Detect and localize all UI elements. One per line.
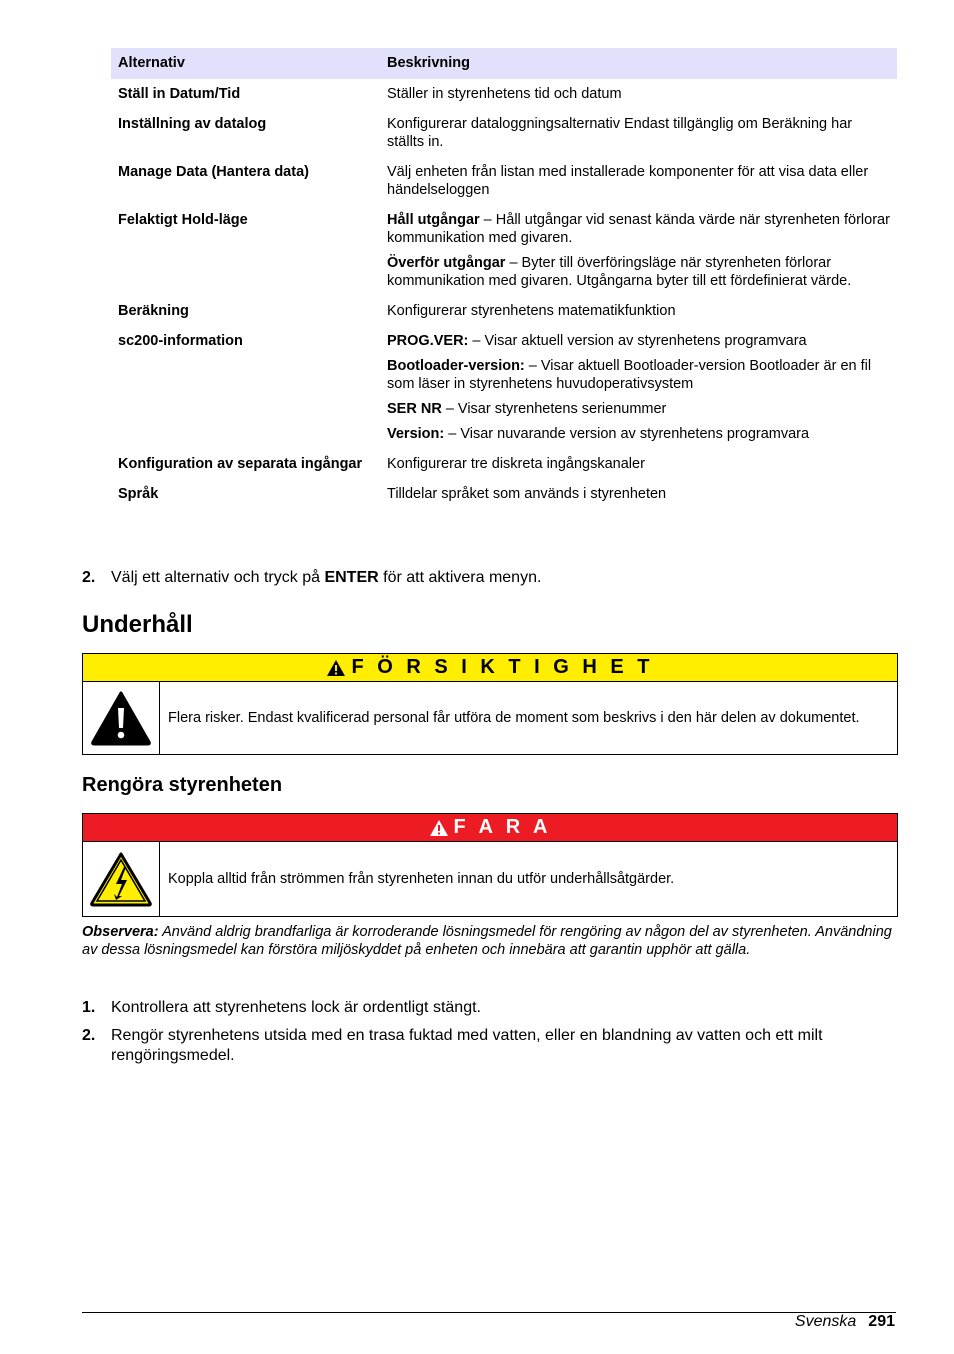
warning-triangle-icon xyxy=(429,819,449,837)
description-lead: Version: xyxy=(387,426,445,442)
option-name: Konfiguration av separata ingångar xyxy=(118,456,363,472)
page-footer xyxy=(795,1312,895,1332)
description-text: Välj enheten från listan med installerade komponenter för att visa data eller händelseloggen xyxy=(387,164,869,198)
description-paragraph xyxy=(387,357,890,393)
description-paragraph xyxy=(387,425,890,443)
table-body xyxy=(111,79,897,509)
description-paragraph xyxy=(387,254,890,290)
description-text: – Visar styrenhetens serienummer xyxy=(441,401,667,417)
header-option: Alternativ xyxy=(111,48,380,79)
option-name: Manage Data (Hantera data) xyxy=(118,164,309,180)
table-row xyxy=(111,79,897,109)
table-row xyxy=(111,157,897,205)
danger-icon-cell xyxy=(83,842,160,916)
caution-box xyxy=(82,653,898,755)
enter-key-label: ENTER xyxy=(324,569,379,586)
note-paragraph xyxy=(82,923,894,959)
table-header-row xyxy=(111,48,897,79)
page-number: 291 xyxy=(868,1313,895,1330)
option-name: Inställning av datalog xyxy=(118,116,267,132)
step-select-option xyxy=(82,568,894,588)
table-row xyxy=(111,449,897,479)
step-text: Rengör styrenhetens utsida med en trasa fuktad med vatten, eller en blandning av vatten och ett milt rengöringsmedel. xyxy=(111,1027,823,1064)
option-description xyxy=(380,79,897,109)
table-row xyxy=(111,326,897,449)
description-text: – Visar aktuell Bootloader-version Bootloader är en fil som läser in styrenhetens huvudoperativsystem xyxy=(387,358,872,392)
section-title: Underhåll xyxy=(82,611,193,638)
table-row xyxy=(111,205,897,296)
note-text: Använd aldrig brandfarliga är korroderande lösningsmedel för rengöring av någon del av styrenheten. Användning av dessa lösningsmedel kan förstöra miljöskyddet på enheten och innebära att garantin upphör att gälla. xyxy=(82,924,892,958)
step-2 xyxy=(82,1026,894,1066)
option-description xyxy=(380,109,897,157)
header-description: Beskrivning xyxy=(380,48,897,79)
description-text: – Visar aktuell version av styrenhetens programvara xyxy=(468,333,807,349)
description-text: Konfigurerar dataloggningsalternativ Endast tillgänglig om Beräkning har ställts in. xyxy=(387,116,853,150)
option-description xyxy=(380,326,897,449)
option-description xyxy=(380,479,897,509)
footer-rule xyxy=(82,1312,896,1313)
electric-shock-icon xyxy=(89,851,153,907)
description-text: Konfigurerar styrenhetens matematikfunktion xyxy=(387,303,676,319)
description-paragraph xyxy=(387,485,890,503)
option-name: Språk xyxy=(118,486,159,502)
caution-message: Flera risker. Endast kvalificerad personal får utföra de moment som beskrivs i den här delen av dokumentet. xyxy=(168,710,860,726)
option-name: Beräkning xyxy=(118,303,189,319)
description-text: – Håll utgångar vid senast kända värde när styrenheten förlorar kommunikation med givaren. xyxy=(387,212,890,246)
option-description xyxy=(380,449,897,479)
warning-triangle-icon xyxy=(326,659,346,677)
description-paragraph xyxy=(387,115,890,151)
description-lead: SER NR xyxy=(387,401,442,417)
step-text xyxy=(111,568,894,588)
description-lead: PROG.VER: xyxy=(387,333,469,349)
step-text-post: för att aktivera menyn. xyxy=(378,569,542,586)
description-text: Ställer in styrenhetens tid och datum xyxy=(387,86,622,102)
exclamation-warning-icon xyxy=(90,690,152,746)
step-text: Kontrollera att styrenhetens lock är ordentligt stängt. xyxy=(111,999,481,1016)
description-lead: Bootloader-version: xyxy=(387,358,525,374)
description-lead: Håll utgångar xyxy=(387,212,480,228)
description-text: Tilldelar språket som används i styrenheten xyxy=(387,486,667,502)
description-paragraph xyxy=(387,400,890,418)
description-paragraph xyxy=(387,211,890,247)
note-lead: Observera: xyxy=(82,924,159,940)
option-name: sc200-information xyxy=(118,333,243,349)
option-description xyxy=(380,205,897,296)
description-paragraph xyxy=(387,163,890,199)
description-text: – Byter till överföringsläge när styrenheten förlorar kommunikation med givaren. Utgångarna byter till ett fördefinierat värde. xyxy=(387,255,852,289)
caution-icon-cell xyxy=(83,682,160,754)
description-text: – Visar nuvarande version av styrenhetens programvara xyxy=(444,426,810,442)
danger-signal-word: F A R A xyxy=(453,816,552,838)
step-1 xyxy=(82,998,894,1018)
options-table xyxy=(111,48,897,509)
description-paragraph xyxy=(387,332,890,350)
option-description xyxy=(380,296,897,326)
table-row xyxy=(111,479,897,509)
danger-message: Koppla alltid från strömmen från styrenheten innan du utför underhållsåtgärder. xyxy=(168,871,675,887)
danger-header xyxy=(83,814,897,842)
option-name: Felaktigt Hold-läge xyxy=(118,212,248,228)
description-lead: Överför utgångar xyxy=(387,255,506,271)
caution-header xyxy=(83,654,897,682)
option-description xyxy=(380,157,897,205)
step-number: 2. xyxy=(82,569,96,586)
description-paragraph xyxy=(387,85,890,103)
caution-signal-word: F Ö R S I K T I G H E T xyxy=(351,656,654,678)
footer-language: Svenska xyxy=(794,1313,857,1330)
table-row xyxy=(111,109,897,157)
step-text-pre: Välj ett alternativ och tryck på xyxy=(111,569,325,586)
table-row xyxy=(111,296,897,326)
description-paragraph xyxy=(387,302,890,320)
step-number: 1. xyxy=(82,999,96,1016)
danger-box xyxy=(82,813,898,917)
step-number: 2. xyxy=(82,1027,96,1044)
subsection-title: Rengöra styrenheten xyxy=(82,774,283,796)
description-text: Konfigurerar tre diskreta ingångskanaler xyxy=(387,456,645,472)
description-paragraph xyxy=(387,455,890,473)
option-name: Ställ in Datum/Tid xyxy=(118,86,241,102)
